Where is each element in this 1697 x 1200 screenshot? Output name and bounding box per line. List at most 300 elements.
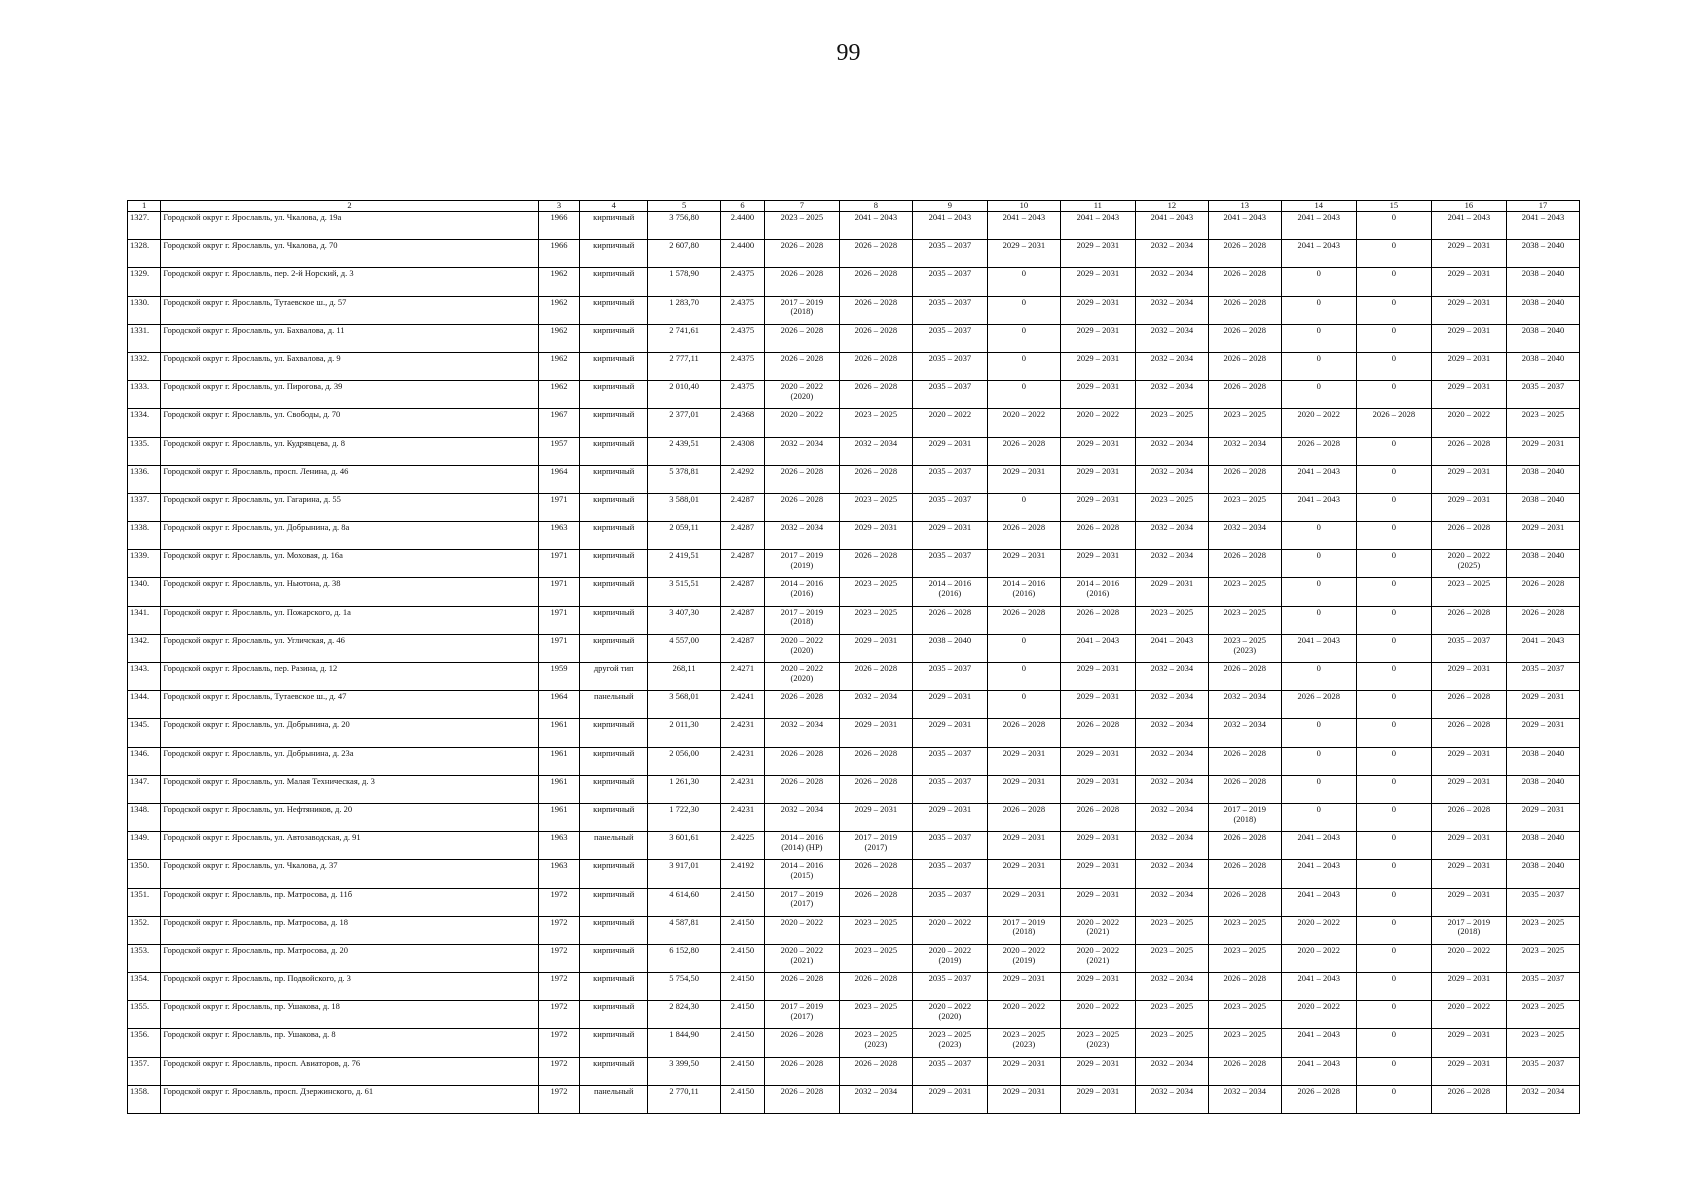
table-cell-col-15: 0 — [1356, 606, 1431, 634]
table-cell-col-14: 0 — [1281, 381, 1356, 409]
table-cell-col-17: 2035 – 2037 — [1506, 888, 1579, 916]
table-cell-col-17: 2026 – 2028 — [1506, 606, 1579, 634]
table-row — [128, 268, 1580, 296]
table-cell-col-17: 2035 – 2037 — [1506, 1057, 1579, 1085]
table-cell-col-17: 2023 – 2025 — [1506, 409, 1579, 437]
table-cell-col-1: 1334. — [128, 409, 161, 437]
table-cell-col-8: 2026 – 2028 — [839, 381, 912, 409]
table-cell-col-4: кирпичный — [580, 296, 648, 324]
table-cell-col-3: 1963 — [538, 860, 580, 888]
table-cell-col-4: кирпичный — [580, 522, 648, 550]
table-cell-col-15: 0 — [1356, 1085, 1431, 1113]
table-cell-col-1: 1340. — [128, 578, 161, 606]
table-cell-col-7: 2026 – 2028 — [764, 775, 839, 803]
table-cell-col-2: Городской округ г. Ярославль, ул. Пирогова, д. 39 — [161, 381, 538, 409]
table-header — [128, 201, 1580, 212]
table-cell-col-7: 2026 – 2028 — [764, 1085, 839, 1113]
table-cell-col-10: 0 — [987, 352, 1060, 380]
table-cell-col-4: кирпичный — [580, 324, 648, 352]
table-cell-col-7: 2026 – 2028 — [764, 493, 839, 521]
table-cell-col-6: 2.4150 — [721, 916, 765, 944]
table-cell-col-7: 2017 – 2019 (2018) — [764, 606, 839, 634]
table-cell-col-6: 2.4308 — [721, 437, 765, 465]
table-cell-col-3: 1972 — [538, 1085, 580, 1113]
table-cell-col-2: Городской округ г. Ярославль, ул. Малая Техническая, д. 3 — [161, 775, 538, 803]
table-cell-col-8: 2026 – 2028 — [839, 1057, 912, 1085]
table-cell-col-11: 2029 – 2031 — [1060, 973, 1135, 1001]
table-cell-col-12: 2032 – 2034 — [1135, 522, 1208, 550]
table-cell-col-4: другой тип — [580, 663, 648, 691]
table-cell-col-10: 0 — [987, 493, 1060, 521]
table-cell-col-6: 2.4231 — [721, 775, 765, 803]
table-cell-col-13: 2026 – 2028 — [1208, 888, 1281, 916]
table-cell-col-16: 2023 – 2025 — [1431, 578, 1506, 606]
table-row — [128, 352, 1580, 380]
table-cell-col-14: 0 — [1281, 296, 1356, 324]
table-cell-col-13: 2026 – 2028 — [1208, 747, 1281, 775]
table-cell-col-3: 1962 — [538, 296, 580, 324]
table-cell-col-16: 2020 – 2022 — [1431, 1001, 1506, 1029]
table-row — [128, 606, 1580, 634]
table-cell-col-3: 1972 — [538, 1057, 580, 1085]
table-cell-col-8: 2017 – 2019 (2017) — [839, 832, 912, 860]
table-cell-col-14: 2020 – 2022 — [1281, 916, 1356, 944]
table-cell-col-17: 2038 – 2040 — [1506, 860, 1579, 888]
table-cell-col-11: 2029 – 2031 — [1060, 296, 1135, 324]
table-cell-col-8: 2023 – 2025 — [839, 493, 912, 521]
table-cell-col-14: 2041 – 2043 — [1281, 212, 1356, 240]
table-cell-col-14: 2041 – 2043 — [1281, 493, 1356, 521]
table-row — [128, 860, 1580, 888]
table-cell-col-3: 1962 — [538, 352, 580, 380]
table-cell-col-12: 2032 – 2034 — [1135, 324, 1208, 352]
table-cell-col-12: 2023 – 2025 — [1135, 944, 1208, 972]
table-cell-col-15: 0 — [1356, 775, 1431, 803]
table-cell-col-9: 2041 – 2043 — [912, 212, 987, 240]
table-cell-col-7: 2026 – 2028 — [764, 352, 839, 380]
table-cell-col-11: 2026 – 2028 — [1060, 522, 1135, 550]
table-cell-col-7: 2026 – 2028 — [764, 691, 839, 719]
table-cell-col-13: 2026 – 2028 — [1208, 860, 1281, 888]
table-cell-col-4: панельный — [580, 1085, 648, 1113]
table-cell-col-5: 3 515,51 — [648, 578, 721, 606]
table-cell-col-10: 0 — [987, 634, 1060, 662]
table-cell-col-6: 2.4231 — [721, 719, 765, 747]
column-header-12: 12 — [1135, 201, 1208, 212]
table-cell-col-8: 2023 – 2025 — [839, 916, 912, 944]
table-cell-col-17: 2023 – 2025 — [1506, 916, 1579, 944]
table-cell-col-10: 2026 – 2028 — [987, 606, 1060, 634]
table-cell-col-12: 2032 – 2034 — [1135, 691, 1208, 719]
table-cell-col-5: 2 777,11 — [648, 352, 721, 380]
table-cell-col-13: 2026 – 2028 — [1208, 973, 1281, 1001]
data-table-container — [127, 200, 1580, 1114]
column-header-8: 8 — [839, 201, 912, 212]
table-cell-col-9: 2035 – 2037 — [912, 268, 987, 296]
page-number: 99 — [836, 40, 861, 66]
table-cell-col-9: 2014 – 2016 (2016) — [912, 578, 987, 606]
table-cell-col-9: 2029 – 2031 — [912, 719, 987, 747]
table-cell-col-12: 2029 – 2031 — [1135, 578, 1208, 606]
table-cell-col-11: 2020 – 2022 — [1060, 409, 1135, 437]
table-cell-col-3: 1971 — [538, 550, 580, 578]
table-cell-col-12: 2032 – 2034 — [1135, 240, 1208, 268]
table-cell-col-13: 2026 – 2028 — [1208, 775, 1281, 803]
table-cell-col-16: 2029 – 2031 — [1431, 888, 1506, 916]
table-cell-col-6: 2.4375 — [721, 268, 765, 296]
table-cell-col-13: 2026 – 2028 — [1208, 324, 1281, 352]
table-cell-col-6: 2.4192 — [721, 860, 765, 888]
header-row — [128, 201, 1580, 212]
table-cell-col-5: 5 378,81 — [648, 465, 721, 493]
table-row — [128, 1029, 1580, 1057]
table-cell-col-5: 4 557,00 — [648, 634, 721, 662]
table-cell-col-7: 2032 – 2034 — [764, 719, 839, 747]
table-cell-col-13: 2026 – 2028 — [1208, 832, 1281, 860]
table-cell-col-17: 2038 – 2040 — [1506, 352, 1579, 380]
table-cell-col-3: 1967 — [538, 409, 580, 437]
table-cell-col-14: 2041 – 2043 — [1281, 240, 1356, 268]
table-cell-col-14: 2020 – 2022 — [1281, 1001, 1356, 1029]
table-cell-col-9: 2029 – 2031 — [912, 691, 987, 719]
table-cell-col-10: 2029 – 2031 — [987, 775, 1060, 803]
table-cell-col-11: 2026 – 2028 — [1060, 719, 1135, 747]
table-cell-col-4: панельный — [580, 691, 648, 719]
table-cell-col-12: 2023 – 2025 — [1135, 409, 1208, 437]
table-cell-col-3: 1972 — [538, 888, 580, 916]
table-cell-col-15: 0 — [1356, 522, 1431, 550]
table-cell-col-1: 1350. — [128, 860, 161, 888]
table-cell-col-14: 2026 – 2028 — [1281, 437, 1356, 465]
table-cell-col-5: 3 399,50 — [648, 1057, 721, 1085]
table-cell-col-17: 2035 – 2037 — [1506, 381, 1579, 409]
table-cell-col-8: 2026 – 2028 — [839, 550, 912, 578]
table-cell-col-9: 2035 – 2037 — [912, 465, 987, 493]
table-cell-col-11: 2029 – 2031 — [1060, 324, 1135, 352]
table-cell-col-3: 1962 — [538, 268, 580, 296]
table-cell-col-8: 2023 – 2025 — [839, 606, 912, 634]
table-cell-col-14: 2026 – 2028 — [1281, 691, 1356, 719]
table-cell-col-17: 2038 – 2040 — [1506, 324, 1579, 352]
table-cell-col-16: 2026 – 2028 — [1431, 691, 1506, 719]
table-row — [128, 465, 1580, 493]
table-row — [128, 916, 1580, 944]
table-cell-col-1: 1330. — [128, 296, 161, 324]
table-row — [128, 634, 1580, 662]
table-cell-col-12: 2032 – 2034 — [1135, 973, 1208, 1001]
table-row — [128, 550, 1580, 578]
table-row — [128, 522, 1580, 550]
table-cell-col-2: Городской округ г. Ярославль, Тутаевское ш., д. 47 — [161, 691, 538, 719]
table-cell-col-12: 2032 – 2034 — [1135, 268, 1208, 296]
table-cell-col-3: 1961 — [538, 747, 580, 775]
table-cell-col-4: кирпичный — [580, 606, 648, 634]
table-cell-col-9: 2035 – 2037 — [912, 352, 987, 380]
table-cell-col-4: кирпичный — [580, 1001, 648, 1029]
table-cell-col-14: 0 — [1281, 324, 1356, 352]
table-cell-col-9: 2035 – 2037 — [912, 860, 987, 888]
table-cell-col-8: 2023 – 2025 (2023) — [839, 1029, 912, 1057]
table-cell-col-12: 2032 – 2034 — [1135, 832, 1208, 860]
table-cell-col-10: 0 — [987, 663, 1060, 691]
table-cell-col-3: 1972 — [538, 973, 580, 1001]
table-cell-col-16: 2029 – 2031 — [1431, 240, 1506, 268]
table-cell-col-4: панельный — [580, 832, 648, 860]
table-cell-col-5: 4 587,81 — [648, 916, 721, 944]
table-cell-col-3: 1961 — [538, 775, 580, 803]
table-cell-col-10: 2020 – 2022 (2019) — [987, 944, 1060, 972]
table-cell-col-5: 3 407,30 — [648, 606, 721, 634]
table-cell-col-4: кирпичный — [580, 1029, 648, 1057]
table-cell-col-14: 2041 – 2043 — [1281, 860, 1356, 888]
table-cell-col-17: 2038 – 2040 — [1506, 747, 1579, 775]
table-cell-col-6: 2.4287 — [721, 550, 765, 578]
column-header-13: 13 — [1208, 201, 1281, 212]
table-cell-col-6: 2.4231 — [721, 803, 765, 831]
table-cell-col-1: 1344. — [128, 691, 161, 719]
table-cell-col-11: 2029 – 2031 — [1060, 747, 1135, 775]
table-cell-col-9: 2035 – 2037 — [912, 1057, 987, 1085]
table-cell-col-5: 2 010,40 — [648, 381, 721, 409]
table-cell-col-8: 2026 – 2028 — [839, 775, 912, 803]
table-cell-col-7: 2020 – 2022 (2020) — [764, 663, 839, 691]
table-cell-col-3: 1963 — [538, 522, 580, 550]
table-cell-col-1: 1346. — [128, 747, 161, 775]
table-cell-col-10: 2029 – 2031 — [987, 1057, 1060, 1085]
table-cell-col-3: 1966 — [538, 240, 580, 268]
table-cell-col-16: 2029 – 2031 — [1431, 775, 1506, 803]
table-row — [128, 240, 1580, 268]
table-cell-col-11: 2029 – 2031 — [1060, 550, 1135, 578]
table-cell-col-15: 0 — [1356, 719, 1431, 747]
table-cell-col-14: 2020 – 2022 — [1281, 944, 1356, 972]
table-row — [128, 381, 1580, 409]
table-cell-col-1: 1357. — [128, 1057, 161, 1085]
table-cell-col-11: 2029 – 2031 — [1060, 1085, 1135, 1113]
table-cell-col-11: 2041 – 2043 — [1060, 634, 1135, 662]
table-cell-col-14: 2020 – 2022 — [1281, 409, 1356, 437]
table-cell-col-1: 1356. — [128, 1029, 161, 1057]
column-header-6: 6 — [721, 201, 765, 212]
table-cell-col-2: Городской округ г. Ярославль, ул. Добрынина, д. 23а — [161, 747, 538, 775]
table-cell-col-7: 2017 – 2019 (2019) — [764, 550, 839, 578]
table-row — [128, 832, 1580, 860]
column-header-5: 5 — [648, 201, 721, 212]
table-cell-col-12: 2032 – 2034 — [1135, 663, 1208, 691]
table-cell-col-4: кирпичный — [580, 437, 648, 465]
table-cell-col-5: 2 377,01 — [648, 409, 721, 437]
table-cell-col-13: 2023 – 2025 (2023) — [1208, 634, 1281, 662]
table-cell-col-14: 0 — [1281, 606, 1356, 634]
column-header-1: 1 — [128, 201, 161, 212]
table-cell-col-4: кирпичный — [580, 973, 648, 1001]
table-cell-col-9: 2020 – 2022 — [912, 916, 987, 944]
table-cell-col-2: Городской округ г. Ярославль, ул. Добрынина, д. 8а — [161, 522, 538, 550]
table-cell-col-10: 2026 – 2028 — [987, 719, 1060, 747]
table-cell-col-2: Городской округ г. Ярославль, ул. Ньютона, д. 38 — [161, 578, 538, 606]
table-cell-col-17: 2023 – 2025 — [1506, 1029, 1579, 1057]
table-cell-col-11: 2029 – 2031 — [1060, 1057, 1135, 1085]
table-cell-col-5: 4 614,60 — [648, 888, 721, 916]
table-cell-col-10: 2029 – 2031 — [987, 747, 1060, 775]
table-cell-col-8: 2032 – 2034 — [839, 437, 912, 465]
table-cell-col-10: 2029 – 2031 — [987, 860, 1060, 888]
table-cell-col-13: 2026 – 2028 — [1208, 1057, 1281, 1085]
table-cell-col-13: 2026 – 2028 — [1208, 240, 1281, 268]
table-cell-col-14: 2026 – 2028 — [1281, 1085, 1356, 1113]
table-cell-col-15: 0 — [1356, 691, 1431, 719]
table-cell-col-10: 0 — [987, 381, 1060, 409]
table-cell-col-10: 2014 – 2016 (2016) — [987, 578, 1060, 606]
table-cell-col-4: кирпичный — [580, 634, 648, 662]
table-cell-col-10: 2020 – 2022 — [987, 409, 1060, 437]
column-header-4: 4 — [580, 201, 648, 212]
table-cell-col-7: 2032 – 2034 — [764, 522, 839, 550]
table-cell-col-9: 2035 – 2037 — [912, 775, 987, 803]
table-cell-col-13: 2026 – 2028 — [1208, 663, 1281, 691]
table-cell-col-1: 1341. — [128, 606, 161, 634]
table-cell-col-13: 2032 – 2034 — [1208, 437, 1281, 465]
table-cell-col-16: 2029 – 2031 — [1431, 1057, 1506, 1085]
table-cell-col-13: 2026 – 2028 — [1208, 465, 1281, 493]
table-cell-col-8: 2023 – 2025 — [839, 1001, 912, 1029]
table-cell-col-10: 2041 – 2043 — [987, 212, 1060, 240]
table-cell-col-1: 1355. — [128, 1001, 161, 1029]
table-cell-col-16: 2029 – 2031 — [1431, 973, 1506, 1001]
table-cell-col-15: 0 — [1356, 352, 1431, 380]
column-header-14: 14 — [1281, 201, 1356, 212]
table-cell-col-13: 2026 – 2028 — [1208, 550, 1281, 578]
table-cell-col-6: 2.4287 — [721, 606, 765, 634]
table-cell-col-17: 2038 – 2040 — [1506, 775, 1579, 803]
table-cell-col-11: 2014 – 2016 (2016) — [1060, 578, 1135, 606]
table-cell-col-11: 2029 – 2031 — [1060, 888, 1135, 916]
table-cell-col-12: 2023 – 2025 — [1135, 1001, 1208, 1029]
table-cell-col-6: 2.4231 — [721, 747, 765, 775]
table-cell-col-14: 0 — [1281, 352, 1356, 380]
table-cell-col-10: 2029 – 2031 — [987, 888, 1060, 916]
table-cell-col-9: 2035 – 2037 — [912, 832, 987, 860]
table-row — [128, 212, 1580, 240]
data-table — [127, 200, 1580, 1114]
table-row — [128, 691, 1580, 719]
table-cell-col-14: 2041 – 2043 — [1281, 1057, 1356, 1085]
table-cell-col-1: 1338. — [128, 522, 161, 550]
table-cell-col-10: 2029 – 2031 — [987, 550, 1060, 578]
table-cell-col-7: 2020 – 2022 — [764, 916, 839, 944]
table-cell-col-14: 2041 – 2043 — [1281, 634, 1356, 662]
table-cell-col-6: 2.4400 — [721, 240, 765, 268]
table-cell-col-15: 0 — [1356, 1057, 1431, 1085]
table-cell-col-16: 2029 – 2031 — [1431, 1029, 1506, 1057]
table-cell-col-2: Городской округ г. Ярославль, Тутаевское ш., д. 57 — [161, 296, 538, 324]
table-cell-col-11: 2029 – 2031 — [1060, 352, 1135, 380]
table-cell-col-2: Городской округ г. Ярославль, пр. Матросова, д. 20 — [161, 944, 538, 972]
table-cell-col-8: 2023 – 2025 — [839, 578, 912, 606]
table-cell-col-16: 2029 – 2031 — [1431, 296, 1506, 324]
table-cell-col-8: 2026 – 2028 — [839, 888, 912, 916]
table-cell-col-6: 2.4225 — [721, 832, 765, 860]
table-cell-col-2: Городской округ г. Ярославль, просп. Авиаторов, д. 76 — [161, 1057, 538, 1085]
table-cell-col-4: кирпичный — [580, 916, 648, 944]
table-cell-col-10: 0 — [987, 268, 1060, 296]
table-cell-col-8: 2041 – 2043 — [839, 212, 912, 240]
table-cell-col-9: 2035 – 2037 — [912, 381, 987, 409]
table-cell-col-4: кирпичный — [580, 268, 648, 296]
table-cell-col-1: 1336. — [128, 465, 161, 493]
table-cell-col-6: 2.4292 — [721, 465, 765, 493]
table-cell-col-3: 1971 — [538, 634, 580, 662]
table-row — [128, 747, 1580, 775]
table-cell-col-14: 0 — [1281, 550, 1356, 578]
table-cell-col-17: 2041 – 2043 — [1506, 212, 1579, 240]
table-cell-col-16: 2029 – 2031 — [1431, 860, 1506, 888]
column-header-3: 3 — [538, 201, 580, 212]
table-cell-col-8: 2026 – 2028 — [839, 747, 912, 775]
table-cell-col-8: 2026 – 2028 — [839, 296, 912, 324]
table-cell-col-12: 2032 – 2034 — [1135, 888, 1208, 916]
table-cell-col-2: Городской округ г. Ярославль, ул. Пожарского, д. 1а — [161, 606, 538, 634]
table-cell-col-6: 2.4375 — [721, 352, 765, 380]
table-cell-col-9: 2020 – 2022 — [912, 409, 987, 437]
table-cell-col-17: 2029 – 2031 — [1506, 719, 1579, 747]
table-row — [128, 324, 1580, 352]
table-cell-col-9: 2035 – 2037 — [912, 240, 987, 268]
table-cell-col-5: 2 770,11 — [648, 1085, 721, 1113]
table-cell-col-8: 2026 – 2028 — [839, 465, 912, 493]
table-cell-col-10: 2020 – 2022 — [987, 1001, 1060, 1029]
table-cell-col-2: Городской округ г. Ярославль, ул. Нефтяников, д. 20 — [161, 803, 538, 831]
table-cell-col-15: 0 — [1356, 212, 1431, 240]
table-cell-col-2: Городской округ г. Ярославль, ул. Угличская, д. 46 — [161, 634, 538, 662]
table-cell-col-15: 0 — [1356, 437, 1431, 465]
table-cell-col-16: 2017 – 2019 (2018) — [1431, 916, 1506, 944]
table-cell-col-9: 2035 – 2037 — [912, 888, 987, 916]
table-cell-col-14: 2041 – 2043 — [1281, 465, 1356, 493]
table-cell-col-5: 3 756,80 — [648, 212, 721, 240]
table-cell-col-13: 2023 – 2025 — [1208, 1029, 1281, 1057]
table-row — [128, 493, 1580, 521]
table-cell-col-15: 2026 – 2028 — [1356, 409, 1431, 437]
table-cell-col-8: 2029 – 2031 — [839, 634, 912, 662]
table-cell-col-9: 2029 – 2031 — [912, 1085, 987, 1113]
table-cell-col-13: 2023 – 2025 — [1208, 944, 1281, 972]
table-cell-col-17: 2038 – 2040 — [1506, 465, 1579, 493]
table-cell-col-17: 2029 – 2031 — [1506, 691, 1579, 719]
table-cell-col-16: 2020 – 2022 (2025) — [1431, 550, 1506, 578]
table-cell-col-4: кирпичный — [580, 719, 648, 747]
table-cell-col-14: 0 — [1281, 578, 1356, 606]
table-cell-col-1: 1343. — [128, 663, 161, 691]
table-row — [128, 1057, 1580, 1085]
table-cell-col-9: 2035 – 2037 — [912, 663, 987, 691]
table-cell-col-3: 1971 — [538, 606, 580, 634]
table-cell-col-12: 2023 – 2025 — [1135, 493, 1208, 521]
table-cell-col-7: 2026 – 2028 — [764, 240, 839, 268]
table-cell-col-6: 2.4375 — [721, 296, 765, 324]
table-cell-col-6: 2.4287 — [721, 578, 765, 606]
table-row — [128, 1001, 1580, 1029]
table-cell-col-11: 2029 – 2031 — [1060, 465, 1135, 493]
table-cell-col-4: кирпичный — [580, 550, 648, 578]
table-cell-col-6: 2.4368 — [721, 409, 765, 437]
table-cell-col-12: 2032 – 2034 — [1135, 1085, 1208, 1113]
table-cell-col-11: 2029 – 2031 — [1060, 268, 1135, 296]
table-cell-col-3: 1964 — [538, 465, 580, 493]
table-cell-col-2: Городской округ г. Ярославль, ул. Чкалова, д. 37 — [161, 860, 538, 888]
column-header-16: 16 — [1431, 201, 1506, 212]
table-cell-col-13: 2032 – 2034 — [1208, 1085, 1281, 1113]
